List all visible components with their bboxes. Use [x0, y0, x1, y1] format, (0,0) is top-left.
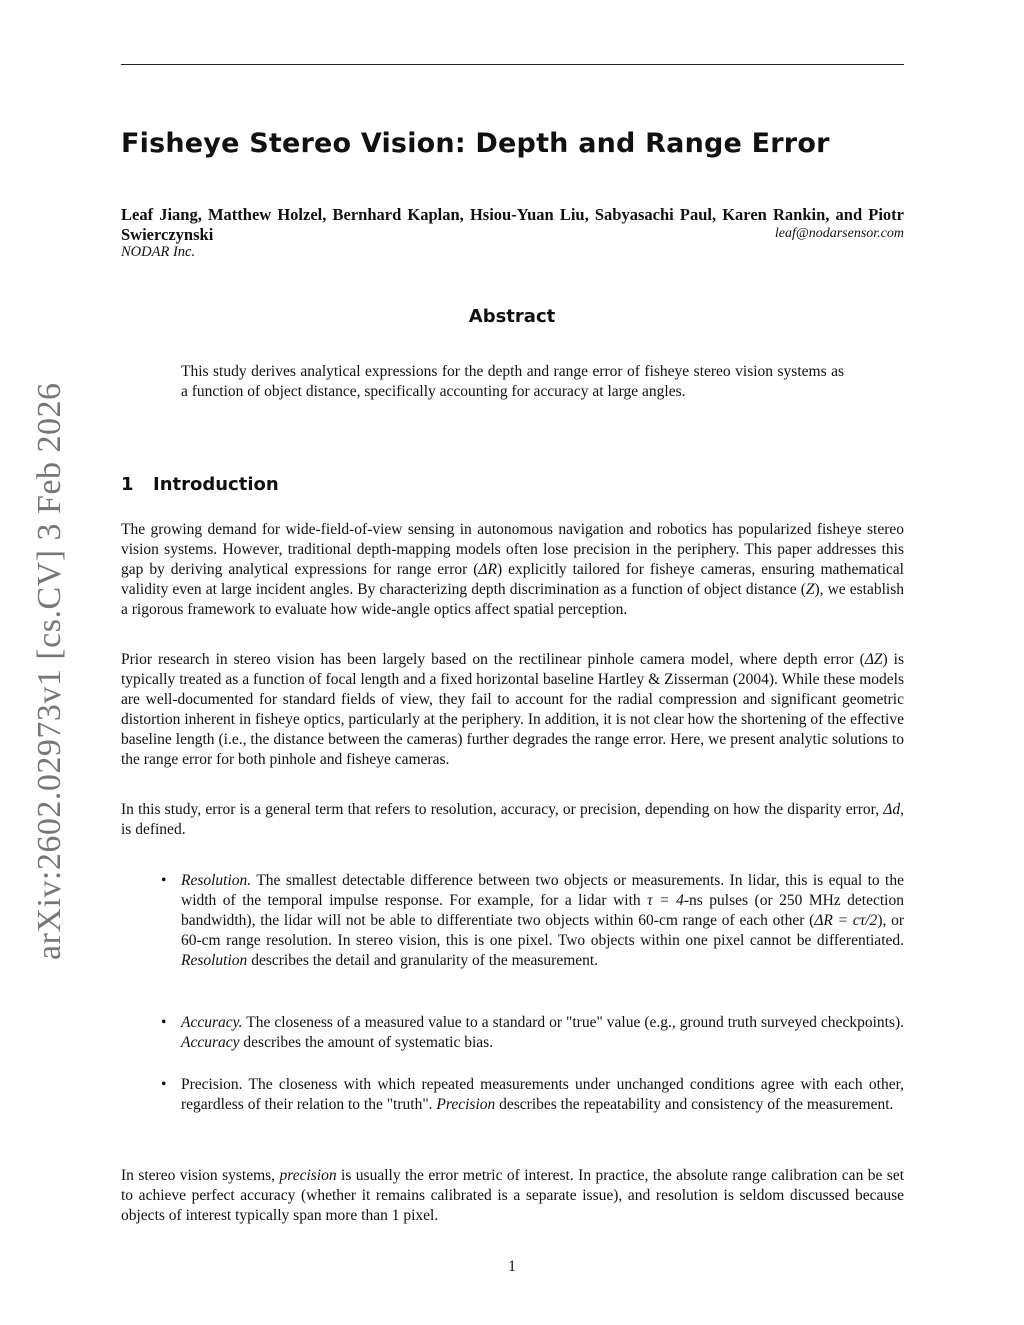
math-inline: Δd: [883, 801, 901, 818]
bullet-icon: •: [161, 1076, 167, 1093]
math-inline: ΔR = cτ/2: [814, 912, 878, 929]
paragraph: In stereo vision systems, precision is usually the error metric of interest. In practice, the absolute range calibration can be set to achieve perfect accuracy (whether it remains calibrated is a separate issue), and resolution is seldom discussed because objects of interest typically span more than 1 pixel.: [121, 1167, 905, 1224]
term: precision: [279, 1167, 337, 1184]
header-rule: [121, 64, 904, 65]
paragraph: Prior research in stereo vision has been largely based on the rectilinear pinhole camera model, where depth error (ΔZ) is typically treated as a function of focal length and a fixed horizontal baseline Hartley & Zisserman (2004). While these models are well-documented for standard fields of view, they fail to account for the radial compression and significant geometric distortion inherent in fisheye optics, particularly at the periphery. In addition, it is not clear how the shortening of the effective baseline length (i.e., the distance between the cameras) further degrades the range error. Here, we present analytic solutions to the range error for both pinhole and fisheye cameras.: [121, 651, 905, 768]
bullet-icon: •: [161, 1014, 167, 1031]
list-item: • Precision. The closeness with which repeated measurements under unchanged conditions agree with each other, regardless of their relation to the "truth". Precision describes the repeatability and consistency of the measurement.: [161, 1076, 904, 1113]
paragraph: The growing demand for wide-field-of-view sensing in autonomous navigation and robotics has popularized fisheye stereo vision systems. However, traditional depth-mapping models often lose precision in the periphery. This paper addresses this gap by deriving analytical expressions for range error (ΔR) explicitly tailored for fisheye cameras, ensuring mathematical validity even at large incident angles. By characterizing depth discrimination as a function of object distance (Z), we establish a rigorous framework to evaluate how wide-angle optics affect spatial perception.: [121, 521, 904, 618]
bullet-icon: •: [161, 872, 167, 889]
term: Accuracy: [181, 1034, 240, 1051]
paper-title: Fisheye Stereo Vision: Depth and Range Error: [121, 128, 830, 159]
math-inline: ΔZ: [864, 651, 883, 668]
term: Accuracy.: [181, 1014, 243, 1031]
term: Resolution: [181, 952, 248, 969]
author-list: Leaf Jiang, Matthew Holzel, Bernhard Kaplan, Hsiou-Yuan Liu, Sabyasachi Paul, Karen Rankin, and Piotr Swierczynski: [121, 205, 904, 244]
term: Precision: [436, 1096, 496, 1113]
affiliation: NODAR Inc.: [121, 244, 196, 260]
abstract-text: This study derives analytical expressions for the depth and range error of fisheye stereo vision systems as a function of object distance, specifically accounting for accuracy at large angles.: [181, 363, 844, 400]
paragraph: In this study, error is a general term that refers to resolution, accuracy, or precision, depending on how the disparity error, Δd, is defined.: [121, 801, 904, 838]
abstract-heading: Abstract: [468, 306, 556, 327]
author-email[interactable]: leaf@nodarsensor.com: [774, 226, 904, 241]
arxiv-identifier: arXiv:2602.02973v1 [cs.CV] 3 Feb 2026: [31, 382, 68, 960]
list-item: • Resolution. The smallest detectable difference between two objects or measurements. In lidar, this is equal to the width of the temporal impulse response. For example, for a lidar with τ = 4-ns pulses (or 250 MHz detection bandwidth), the lidar will not be able to differentiate two objects within 60-cm range of each other (ΔR = cτ/2), or 60-cm range resolution. In stereo vision, this is one pixel. Two objects within one pixel cannot be differentiated. Resolution describes the detail and granularity of the measurement.: [161, 872, 904, 969]
section-number: 1: [121, 474, 134, 495]
list-item: • Accuracy. The closeness of a measured value to a standard or "true" value (e.g., ground truth surveyed checkpoints). Accuracy describes the amount of systematic bias.: [161, 1014, 904, 1051]
term: Resolution.: [181, 872, 252, 889]
math-inline: Z: [805, 581, 815, 598]
section-heading: [121, 474, 279, 495]
math-inline: τ = 4: [647, 892, 684, 909]
page-number: 1: [508, 1258, 516, 1275]
section-title: Introduction: [153, 474, 279, 495]
math-inline: ΔR: [478, 561, 497, 578]
